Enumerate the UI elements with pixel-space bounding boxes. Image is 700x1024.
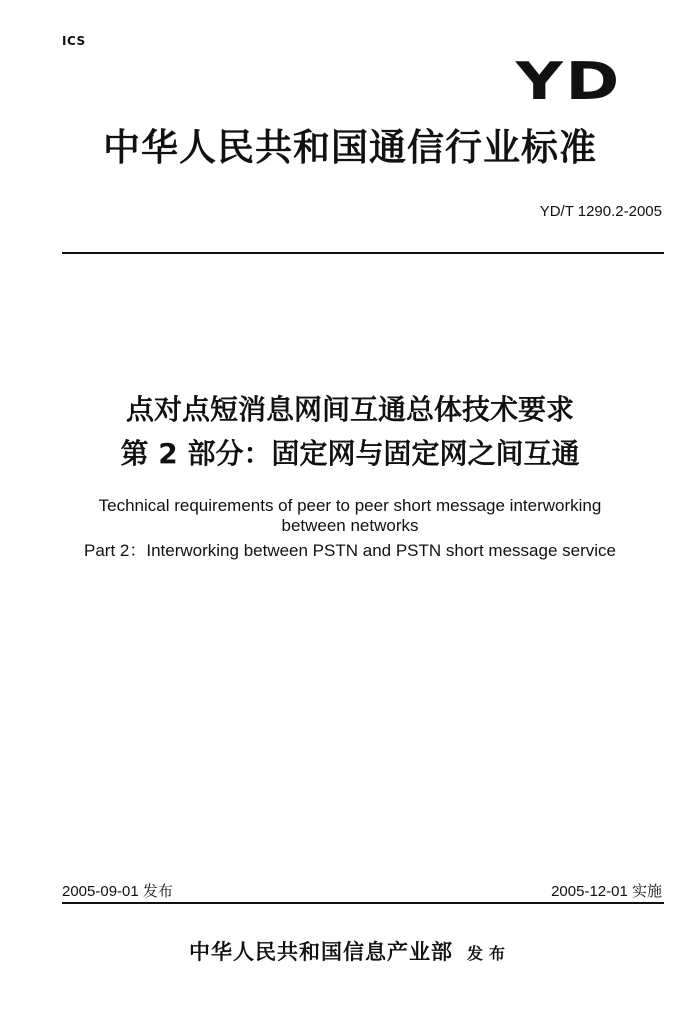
standard-number: YD/T 1290.2-2005 [539, 203, 662, 220]
chinese-title-line-1: 点对点短消息网间互通总体技术要求 [125, 393, 574, 426]
english-title-line-2: between networks [281, 516, 419, 535]
release-label: 发布 [466, 944, 511, 963]
issue-date: 2005-09-01 发布 [62, 883, 173, 900]
ics-label: ICS [62, 34, 86, 48]
english-title-line-3: Part 2：Interworking between PSTN and PSTN short message service [84, 541, 616, 560]
top-divider [62, 252, 664, 254]
publisher-line [0, 936, 700, 966]
chinese-title-line-2: 第 2 部分：固定网与固定网之间互通 [120, 437, 580, 470]
bottom-divider [62, 902, 664, 904]
yd-logo: YD [515, 52, 622, 112]
publisher-name: 中华人民共和国信息产业部 [188, 940, 453, 964]
implementation-date: 2005-12-01 实施 [551, 883, 662, 900]
standard-category-title: 中华人民共和国通信行业标准 [103, 126, 597, 169]
english-title-line-1: Technical requirements of peer to peer short message interworking [98, 496, 602, 515]
